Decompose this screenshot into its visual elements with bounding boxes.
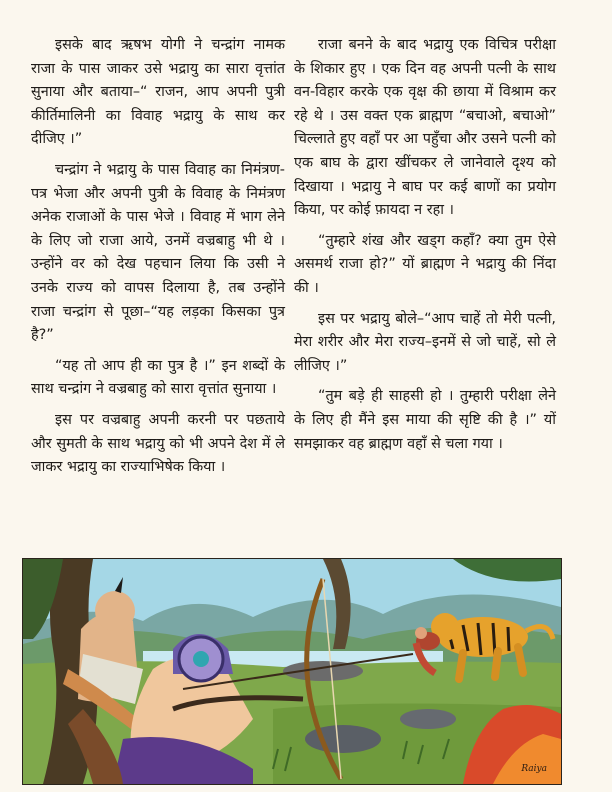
paragraph: “तुम बड़े ही साहसी हो । तुम्हारी परीक्षा लेने के लिए ही मैंने इस माया की सृष्टि की है ।” यों समझाकर वह ब्राह्मण वहाँ से चला गया ।: [294, 388, 556, 452]
right-text-column: [294, 34, 556, 463]
left-text-column: [31, 34, 285, 487]
story-illustration: [22, 558, 562, 785]
paragraph: इसके बाद ऋषभ योगी ने चन्द्रांग नामक राजा के पास जाकर उसे भद्रायु का सारा वृत्तांत सुनाया और बताया–“ राजन, आप अपनी पुत्री कीर्तिमालिनी का विवाह भद्रायु के साथ कर दीजिए ।”: [31, 37, 285, 148]
paragraph: चन्द्रांग ने भद्रायु के पास विवाह का निमंत्रण-पत्र भेजा और अपनी पुत्री के विवाह के निमंत्रण अनेक राजाओं के पास भेजे । विवाह में भाग लेने के लिए जो राजा आये, उनमें वज्रबाहु भी थे । उन्होंने वर को देख पहचान लिया कि उसी ने उनके राज्य को वापस दिलाया है, तब उन्होंने राजा चन्द्रांग से पूछा–“यह लड़का किसका पुत्र है?”: [31, 161, 285, 344]
paragraph: “यह तो आप ही का पुत्र है ।” इन शब्दों के साथ चन्द्रांग ने वज्रबाहु को सारा वृत्तांत सुनाया ।: [31, 357, 285, 398]
rock: [400, 709, 456, 729]
illustration-scene: [23, 559, 561, 784]
artist-signature: Raiya: [521, 764, 547, 774]
paragraph: “तुम्हारे शंख और खड्ग कहाँ? क्या तुम ऐसे असमर्थ राजा हो?” यों ब्राह्मण ने भद्रायु की निंदा की ।: [294, 232, 556, 296]
paragraph: राजा बनने के बाद भद्रायु एक विचित्र परीक्षा के शिकार हुए । एक दिन वह अपनी पत्नी के साथ वन-विहार करके एक वृक्ष की छाया में विश्राम कर रहे थे । उस वक्त एक ब्राह्मण “बचाओ, बचाओ” चिल्लाते हुए वहाँ पर आ पहुँचा और उसने पत्नी को एक बाघ के द्वारा खींचकर ले जानेवाले दृश्य को दिखाया । भद्रायु ने बाघ पर कई बाणों का प्रयोग किया, पर कोई फ़ायदा न रहा ।: [294, 37, 556, 219]
paragraph: इस पर वज्रबाहु अपनी करनी पर पछताये और सुमती के साथ भद्रायु को भी अपने देश में ले जाकर भद्रायु का राज्याभिषेक किया ।: [31, 411, 285, 476]
paragraph: इस पर भद्रायु बोले–“आप चाहें तो मेरी पत्नी, मेरा शरीर और मेरा राज्य–इनमें से जो चाहें, सो ले लीजिए ।”: [294, 310, 556, 374]
